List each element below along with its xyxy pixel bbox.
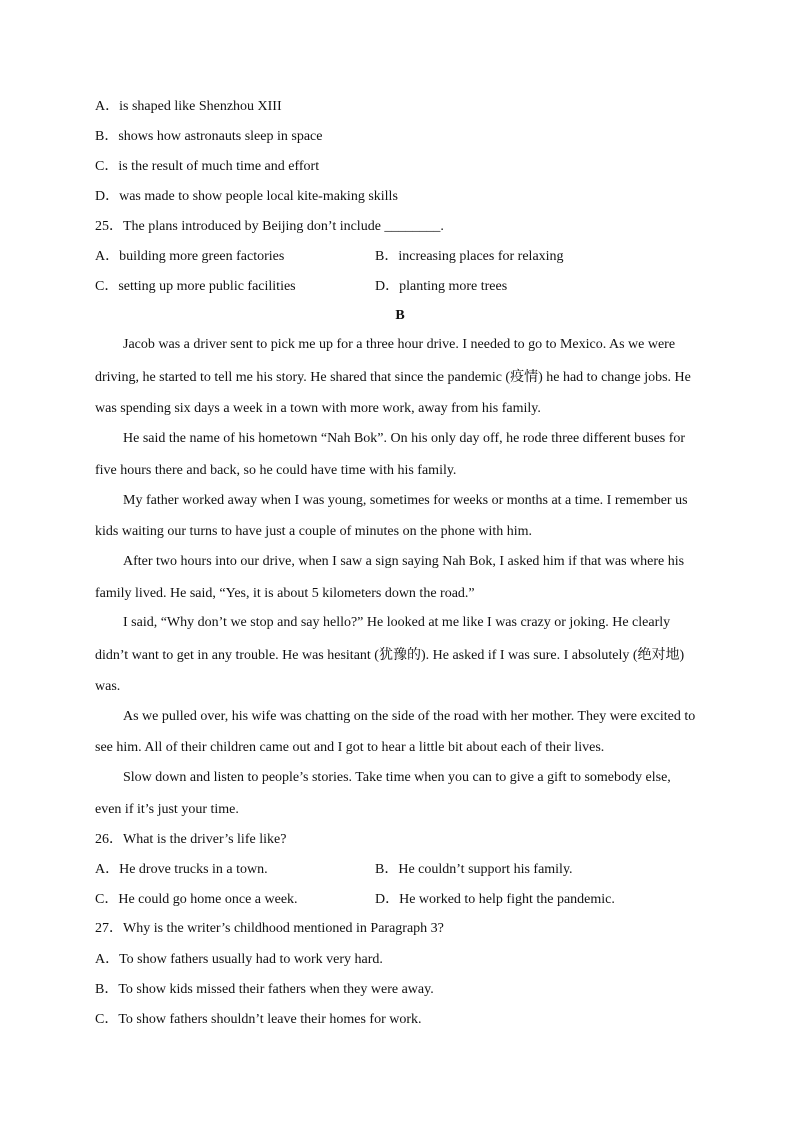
passage-line: driving, he started to tell me his story. He shared that since the pandemic (疫情) he had to change jobs. He [95,370,691,385]
q24-option-b: B．shows how astronauts sleep in space [95,129,323,144]
q27-option-a: A．To show fathers usually had to work very hard. [95,952,383,967]
passage-line: kids waiting our turns to have just a couple of minutes on the phone with him. [95,524,533,539]
passage-line: I said, “Why don’t we stop and say hello?” He looked at me like I was crazy or joking. He clearly [123,615,671,630]
passage-line: After two hours into our drive, when I saw a sign saying Nah Bok, I asked him if that was where his [123,554,685,569]
passage-line: As we pulled over, his wife was chatting on the side of the road with her mother. They were excited to [123,709,696,724]
q27-option-b: B．To show kids missed their fathers when they were away. [95,982,434,997]
passage-line: Jacob was a driver sent to pick me up for a three hour drive. I needed to go to Mexico. As we were [123,337,676,352]
passage-line: even if it’s just your time. [95,802,239,817]
q27-option-c: C．To show fathers shouldn’t leave their homes for work. [95,1012,422,1027]
passage-line: He said the name of his hometown “Nah Bok”. On his only day off, he rode three different buses for [123,431,686,446]
q26-option-b: B．He couldn’t support his family. [375,862,573,877]
passage-line: was spending six days a week in a town with more work, away from his family. [95,401,541,416]
q26-option-d: D．He worked to help fight the pandemic. [375,892,615,907]
q24-option-a: A．is shaped like Shenzhou XIII [95,99,282,114]
q25-option-c: C．setting up more public facilities [95,279,296,294]
q25-option-b: B．increasing places for relaxing [375,249,564,264]
passage-line: see him. All of their children came out and I got to hear a little bit about each of their lives. [95,740,605,755]
q25-option-d: D．planting more trees [375,279,508,294]
passage-line: was. [95,679,121,694]
q24-option-d: D．was made to show people local kite-making skills [95,189,398,204]
passage-line: didn’t want to get in any trouble. He was hesitant (犹豫的). He asked if I was sure. I absolutely (绝对地) [95,648,685,663]
passage-line: Slow down and listen to people’s stories. Take time when you can to give a gift to somebody else, [123,770,671,785]
q25-option-a: A．building more green factories [95,249,285,264]
passage-line: My father worked away when I was young, sometimes for weeks or months at a time. I remember us [123,493,688,508]
passage-line: five hours there and back, so he could have time with his family. [95,463,457,478]
q24-option-c: C．is the result of much time and effort [95,159,320,174]
passage-line: family lived. He said, “Yes, it is about 5 kilometers down the road.” [95,586,475,601]
q26-option-c: C．He could go home once a week. [95,892,298,907]
q27-stem: 27．Why is the writer’s childhood mentioned in Paragraph 3? [95,921,444,936]
q26-stem: 26．What is the driver’s life like? [95,832,287,847]
q26-option-a: A．He drove trucks in a town. [95,862,268,877]
section-title: B [395,308,405,323]
q25-stem: 25．The plans introduced by Beijing don’t include ________. [95,219,444,234]
